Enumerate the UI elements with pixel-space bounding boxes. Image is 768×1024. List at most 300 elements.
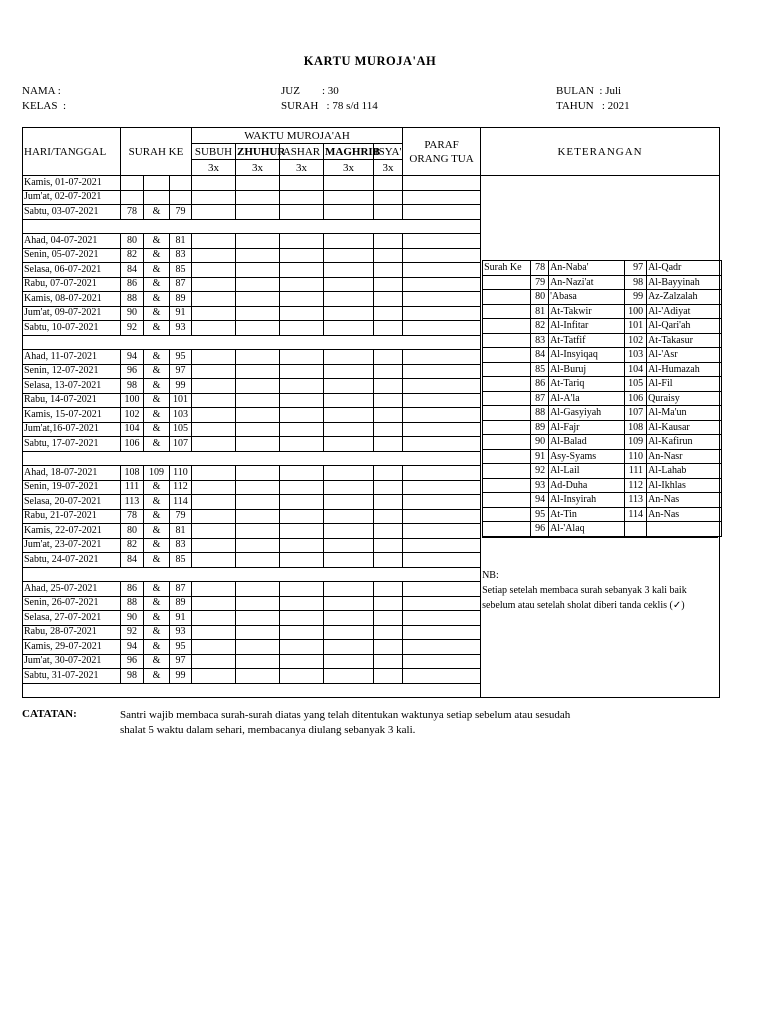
zhuhur-check-cell[interactable] [236, 422, 280, 437]
maghrib-check-cell[interactable] [324, 393, 374, 408]
surah-name: Al-Gasyiyah [549, 406, 625, 421]
paraf-check-cell[interactable] [403, 306, 481, 321]
subuh-check-cell[interactable] [192, 263, 236, 278]
surah-ke-header: SURAH KE [121, 128, 192, 176]
empty-cell [483, 435, 531, 450]
spacer-cell [23, 451, 481, 466]
surah-name: Al-Infitar [549, 319, 625, 334]
zhuhur-check-cell[interactable] [236, 654, 280, 669]
subuh-check-cell[interactable] [192, 292, 236, 307]
day-cell: Ahad, 18-07-2021 [23, 466, 121, 481]
subuh-check-cell[interactable] [192, 611, 236, 626]
ashar-check-cell[interactable] [280, 466, 324, 481]
subuh-check-cell[interactable] [192, 190, 236, 205]
zhuhur-check-cell[interactable] [236, 437, 280, 452]
maghrib-check-cell[interactable] [324, 524, 374, 539]
surah-number: 84 [531, 348, 549, 363]
surah-name: Al-Qari'ah [647, 319, 722, 334]
surah-cell-2: & [144, 538, 170, 553]
maghrib-check-cell[interactable] [324, 176, 374, 191]
paraf-check-cell[interactable] [403, 509, 481, 524]
empty-cell [483, 391, 531, 406]
maghrib-check-cell[interactable] [324, 654, 374, 669]
paraf-check-cell[interactable] [403, 611, 481, 626]
surah-cell-1: 80 [121, 524, 144, 539]
zhuhur-check-cell[interactable] [236, 364, 280, 379]
surah-number: 90 [531, 435, 549, 450]
maghrib-check-cell[interactable] [324, 234, 374, 249]
surah-name: Al-'Adiyat [647, 304, 722, 319]
zhuhur-check-cell[interactable] [236, 306, 280, 321]
surah-cell-3: 79 [170, 205, 192, 220]
surah-list-row [483, 319, 722, 334]
surah-cell-3: 79 [170, 509, 192, 524]
paraf-check-cell[interactable] [403, 393, 481, 408]
ashar-check-cell[interactable] [280, 321, 324, 336]
paraf-check-cell[interactable] [403, 640, 481, 655]
surah-cell-2: & [144, 480, 170, 495]
ashar-check-cell[interactable] [280, 495, 324, 510]
ashar-check-cell[interactable] [280, 234, 324, 249]
surah-list-row [483, 348, 722, 363]
ashar-check-cell[interactable] [280, 611, 324, 626]
isya-check-cell[interactable] [374, 596, 403, 611]
ashar-check-cell[interactable] [280, 263, 324, 278]
ashar-check-cell[interactable] [280, 509, 324, 524]
empty-cell [483, 507, 531, 522]
subuh-check-cell[interactable] [192, 321, 236, 336]
subuh-header: SUBUH [192, 144, 236, 160]
maghrib-header: MAGHRIB [325, 145, 380, 158]
surah-cell-3: 95 [170, 350, 192, 365]
isya-check-cell[interactable] [374, 422, 403, 437]
surah-list-row [483, 493, 722, 508]
catatan-line-2: shalat 5 waktu dalam sehari, membacanya diulang sebanyak 3 kali. [120, 724, 416, 736]
maghrib-check-cell[interactable] [324, 509, 374, 524]
surah-cell-3: 93 [170, 321, 192, 336]
subuh-check-cell[interactable] [192, 669, 236, 684]
zhuhur-check-cell[interactable] [236, 350, 280, 365]
isya-check-cell[interactable] [374, 190, 403, 205]
surah-cell-1: 96 [121, 364, 144, 379]
surah-cell-3: 91 [170, 611, 192, 626]
zhuhur-check-cell[interactable] [236, 248, 280, 263]
surah-number: 114 [625, 507, 647, 522]
isya-check-cell[interactable] [374, 553, 403, 568]
paraf-check-cell[interactable] [403, 190, 481, 205]
subuh-check-cell[interactable] [192, 176, 236, 191]
maghrib-check-cell[interactable] [324, 422, 374, 437]
subuh-check-cell[interactable] [192, 277, 236, 292]
day-cell: Jum'at, 09-07-2021 [23, 306, 121, 321]
zhuhur-check-cell[interactable] [236, 524, 280, 539]
ashar-check-cell[interactable] [280, 190, 324, 205]
subuh-check-cell[interactable] [192, 437, 236, 452]
isya-check-cell[interactable] [374, 524, 403, 539]
isya-check-cell[interactable] [374, 495, 403, 510]
surah-cell-3: 81 [170, 234, 192, 249]
ashar-check-cell[interactable] [280, 393, 324, 408]
day-cell: Sabtu, 24-07-2021 [23, 553, 121, 568]
surah-name: Al-Humazah [647, 362, 722, 377]
paraf-check-cell[interactable] [403, 248, 481, 263]
surah-number: 82 [531, 319, 549, 334]
zhuhur-check-cell[interactable] [236, 234, 280, 249]
paraf-check-cell[interactable] [403, 466, 481, 481]
isya-check-cell[interactable] [374, 393, 403, 408]
tahun-info: TAHUN : 2021 [556, 100, 630, 112]
paraf-check-cell[interactable] [403, 437, 481, 452]
catatan-line-1: Santri wajib membaca surah-surah diatas yang telah ditentukan waktunya setiap sebelum atau sesudah [120, 709, 571, 721]
paraf-check-cell[interactable] [403, 379, 481, 394]
surah-cell-3: 89 [170, 596, 192, 611]
maghrib-check-cell[interactable] [324, 306, 374, 321]
maghrib-check-cell[interactable] [324, 292, 374, 307]
isya-check-cell[interactable] [374, 321, 403, 336]
nama-label: NAMA : [22, 85, 61, 97]
maghrib-check-cell[interactable] [324, 248, 374, 263]
maghrib-check-cell[interactable] [324, 437, 374, 452]
surah-name: Al-Fil [647, 377, 722, 392]
surah-cell-1: 86 [121, 582, 144, 597]
ashar-check-cell[interactable] [280, 625, 324, 640]
surah-cell-2: & [144, 422, 170, 437]
surah-cell-2: & [144, 495, 170, 510]
subuh-check-cell[interactable] [192, 553, 236, 568]
ashar-check-cell[interactable] [280, 640, 324, 655]
surah-cell-3: 89 [170, 292, 192, 307]
surah-list-row [483, 478, 722, 493]
surah-number: 98 [625, 275, 647, 290]
ashar-check-cell[interactable] [280, 596, 324, 611]
ashar-check-cell[interactable] [280, 306, 324, 321]
ashar-check-cell[interactable] [280, 205, 324, 220]
surah-cell-2: & [144, 640, 170, 655]
surah-number: 103 [625, 348, 647, 363]
maghrib-check-cell[interactable] [324, 596, 374, 611]
subuh-check-cell[interactable] [192, 205, 236, 220]
maghrib-check-cell[interactable] [324, 408, 374, 423]
surah-cell-3: 99 [170, 669, 192, 684]
surah-number: 94 [531, 493, 549, 508]
ashar-header: ASHAR [280, 144, 324, 160]
empty-cell [483, 377, 531, 392]
zhuhur-check-cell[interactable] [236, 640, 280, 655]
surah-cell-1: 94 [121, 350, 144, 365]
zhuhur-check-cell[interactable] [236, 596, 280, 611]
paraf-check-cell[interactable] [403, 495, 481, 510]
surah-cell-1: 98 [121, 669, 144, 684]
paraf-check-cell[interactable] [403, 625, 481, 640]
paraf-check-cell[interactable] [403, 654, 481, 669]
maghrib-check-cell[interactable] [324, 379, 374, 394]
surah-cell-2: & [144, 553, 170, 568]
paraf-check-cell[interactable] [403, 422, 481, 437]
maghrib-check-cell[interactable] [324, 553, 374, 568]
subuh-check-cell[interactable] [192, 379, 236, 394]
surah-list-row [483, 362, 722, 377]
subuh-check-cell[interactable] [192, 654, 236, 669]
paraf-check-cell[interactable] [403, 321, 481, 336]
surah-number: 97 [625, 261, 647, 276]
empty-cell [483, 493, 531, 508]
paraf-check-cell[interactable] [403, 538, 481, 553]
subuh-check-cell[interactable] [192, 538, 236, 553]
isya-check-cell[interactable] [374, 654, 403, 669]
zhuhur-check-cell[interactable] [236, 495, 280, 510]
zhuhur-check-cell[interactable] [236, 625, 280, 640]
subuh-check-cell[interactable] [192, 364, 236, 379]
ashar-check-cell[interactable] [280, 176, 324, 191]
isya-check-cell[interactable] [374, 582, 403, 597]
empty-cell [483, 348, 531, 363]
zhuhur-check-cell[interactable] [236, 277, 280, 292]
maghrib-check-cell[interactable] [324, 321, 374, 336]
isya-check-cell[interactable] [374, 248, 403, 263]
surah-name: Al-Kafirun [647, 435, 722, 450]
ashar-check-cell[interactable] [280, 292, 324, 307]
surah-cell-1: 94 [121, 640, 144, 655]
maghrib-check-cell[interactable] [324, 640, 374, 655]
isya-check-cell[interactable] [374, 669, 403, 684]
surah-number: 104 [625, 362, 647, 377]
ashar-check-cell[interactable] [280, 248, 324, 263]
zhuhur-check-cell[interactable] [236, 408, 280, 423]
surah-cell-3 [170, 190, 192, 205]
zhuhur-check-cell[interactable] [236, 538, 280, 553]
zhuhur-check-cell[interactable] [236, 582, 280, 597]
maghrib-check-cell[interactable] [324, 190, 374, 205]
ashar-check-cell[interactable] [280, 422, 324, 437]
zhuhur-check-cell[interactable] [236, 466, 280, 481]
paraf-check-cell[interactable] [403, 524, 481, 539]
maghrib-check-cell[interactable] [324, 538, 374, 553]
surah-name: Al-Buruj [549, 362, 625, 377]
ashar-check-cell[interactable] [280, 408, 324, 423]
subuh-check-cell[interactable] [192, 234, 236, 249]
empty-cell [483, 478, 531, 493]
surah-name: At-Tin [549, 507, 625, 522]
subuh-check-cell[interactable] [192, 393, 236, 408]
isya-check-cell[interactable] [374, 364, 403, 379]
day-cell: Ahad, 11-07-2021 [23, 350, 121, 365]
surah-cell-2: & [144, 596, 170, 611]
maghrib-check-cell[interactable] [324, 350, 374, 365]
subuh-check-cell[interactable] [192, 582, 236, 597]
bulan-info: BULAN : Juli [556, 85, 622, 97]
surah-list-row [483, 435, 722, 450]
subuh-check-cell[interactable] [192, 466, 236, 481]
isya-check-cell[interactable] [374, 306, 403, 321]
subuh-check-cell[interactable] [192, 495, 236, 510]
isya-check-cell[interactable] [374, 205, 403, 220]
zhuhur-check-cell[interactable] [236, 321, 280, 336]
surah-name: Al-Ma'un [647, 406, 722, 421]
paraf-check-cell[interactable] [403, 205, 481, 220]
surah-cell-1: 90 [121, 306, 144, 321]
empty-cell [483, 406, 531, 421]
day-cell: Kamis, 08-07-2021 [23, 292, 121, 307]
day-cell: Kamis, 22-07-2021 [23, 524, 121, 539]
ashar-check-cell[interactable] [280, 379, 324, 394]
surah-cell-1: 106 [121, 437, 144, 452]
subuh-check-cell[interactable] [192, 480, 236, 495]
paraf-check-cell[interactable] [403, 277, 481, 292]
isya-check-cell[interactable] [374, 292, 403, 307]
paraf-check-cell[interactable] [403, 480, 481, 495]
zhuhur-check-cell[interactable] [236, 190, 280, 205]
surah-list-row [483, 333, 722, 348]
paraf-check-cell[interactable] [403, 176, 481, 191]
maghrib-check-cell[interactable] [324, 669, 374, 684]
paraf-check-cell[interactable] [403, 292, 481, 307]
isya-check-cell[interactable] [374, 437, 403, 452]
zhuhur-check-cell[interactable] [236, 393, 280, 408]
surah-name: Az-Zalzalah [647, 290, 722, 305]
surah-cell-1: 84 [121, 263, 144, 278]
surah-cell-1: 78 [121, 509, 144, 524]
subuh-check-cell[interactable] [192, 509, 236, 524]
zhuhur-check-cell[interactable] [236, 176, 280, 191]
surah-number: 88 [531, 406, 549, 421]
ashar-check-cell[interactable] [280, 350, 324, 365]
ashar-check-cell[interactable] [280, 582, 324, 597]
zhuhur-check-cell[interactable] [236, 611, 280, 626]
paraf-check-cell[interactable] [403, 408, 481, 423]
ashar-check-cell[interactable] [280, 654, 324, 669]
maghrib-check-cell[interactable] [324, 205, 374, 220]
subuh-check-cell[interactable] [192, 306, 236, 321]
ashar-check-cell[interactable] [280, 538, 324, 553]
maghrib-check-cell[interactable] [324, 263, 374, 278]
surah-cell-3: 97 [170, 654, 192, 669]
day-cell: Rabu, 21-07-2021 [23, 509, 121, 524]
paraf-check-cell[interactable] [403, 234, 481, 249]
zhuhur-check-cell[interactable] [236, 292, 280, 307]
zhuhur-check-cell[interactable] [236, 509, 280, 524]
isya-check-cell[interactable] [374, 263, 403, 278]
isya-check-cell[interactable] [374, 176, 403, 191]
subuh-check-cell[interactable] [192, 640, 236, 655]
ashar-check-cell[interactable] [280, 480, 324, 495]
surah-cell-1: 86 [121, 277, 144, 292]
subuh-check-cell[interactable] [192, 408, 236, 423]
day-cell: Jum'at, 30-07-2021 [23, 654, 121, 669]
maghrib-check-cell[interactable] [324, 466, 374, 481]
isya-check-cell[interactable] [374, 611, 403, 626]
isya-check-cell[interactable] [374, 277, 403, 292]
surah-cell-1: 88 [121, 596, 144, 611]
surah-cell-1: 80 [121, 234, 144, 249]
paraf-check-cell[interactable] [403, 350, 481, 365]
subuh-check-cell[interactable] [192, 596, 236, 611]
isya-check-cell[interactable] [374, 480, 403, 495]
surah-range-info: SURAH : 78 s/d 114 [281, 100, 378, 112]
orang-tua-label: ORANG TUA [409, 152, 474, 165]
paraf-check-cell[interactable] [403, 669, 481, 684]
surah-name: Al-Bayyinah [647, 275, 722, 290]
surah-list-row [483, 290, 722, 305]
zhuhur-check-cell[interactable] [236, 480, 280, 495]
surah-cell-2: & [144, 625, 170, 640]
surah-list [482, 260, 722, 537]
paraf-check-cell[interactable] [403, 263, 481, 278]
zhuhur-check-cell[interactable] [236, 263, 280, 278]
day-cell: Senin, 05-07-2021 [23, 248, 121, 263]
isya-check-cell[interactable] [374, 509, 403, 524]
maghrib-check-cell[interactable] [324, 480, 374, 495]
isya-check-cell[interactable] [374, 640, 403, 655]
maghrib-check-cell[interactable] [324, 625, 374, 640]
surah-number: 96 [531, 522, 549, 537]
ashar-check-cell[interactable] [280, 364, 324, 379]
maghrib-check-cell[interactable] [324, 611, 374, 626]
isya-check-cell[interactable] [374, 350, 403, 365]
ashar-check-cell[interactable] [280, 553, 324, 568]
maghrib-check-cell[interactable] [324, 495, 374, 510]
subuh-check-cell[interactable] [192, 350, 236, 365]
surah-cell-2: & [144, 263, 170, 278]
maghrib-check-cell[interactable] [324, 364, 374, 379]
surah-name: At-Tariq [549, 377, 625, 392]
surah-cell-1: 84 [121, 553, 144, 568]
nb-label: NB: [482, 569, 499, 581]
day-cell: Rabu, 28-07-2021 [23, 625, 121, 640]
zhuhur-check-cell[interactable] [236, 379, 280, 394]
empty-cell [483, 275, 531, 290]
ashar-check-cell[interactable] [280, 669, 324, 684]
maghrib-check-cell[interactable] [324, 582, 374, 597]
zhuhur-count: 3x [236, 160, 280, 176]
catatan-text [120, 708, 720, 738]
day-cell: Sabtu, 10-07-2021 [23, 321, 121, 336]
isya-check-cell[interactable] [374, 466, 403, 481]
surah-list-row [483, 304, 722, 319]
zhuhur-check-cell[interactable] [236, 669, 280, 684]
paraf-check-cell[interactable] [403, 553, 481, 568]
isya-check-cell[interactable] [374, 234, 403, 249]
surah-name: An-Nasr [647, 449, 722, 464]
surah-number: 93 [531, 478, 549, 493]
isya-header: ISYA' [375, 145, 402, 158]
subuh-check-cell[interactable] [192, 248, 236, 263]
ashar-check-cell[interactable] [280, 277, 324, 292]
isya-check-cell[interactable] [374, 625, 403, 640]
ashar-check-cell[interactable] [280, 524, 324, 539]
surah-name: Al-'Asr [647, 348, 722, 363]
surah-number: 111 [625, 464, 647, 479]
paraf-check-cell[interactable] [403, 364, 481, 379]
surah-cell-2: & [144, 509, 170, 524]
subuh-check-cell[interactable] [192, 422, 236, 437]
paraf-check-cell[interactable] [403, 582, 481, 597]
surah-cell-1: 82 [121, 248, 144, 263]
maghrib-check-cell[interactable] [324, 277, 374, 292]
isya-check-cell[interactable] [374, 538, 403, 553]
surah-number: 108 [625, 420, 647, 435]
isya-check-cell[interactable] [374, 379, 403, 394]
zhuhur-check-cell[interactable] [236, 553, 280, 568]
zhuhur-check-cell[interactable] [236, 205, 280, 220]
paraf-check-cell[interactable] [403, 596, 481, 611]
ashar-check-cell[interactable] [280, 437, 324, 452]
subuh-check-cell[interactable] [192, 625, 236, 640]
paraf-orang-tua-header [403, 128, 481, 176]
surah-number: 110 [625, 449, 647, 464]
empty-cell [483, 464, 531, 479]
isya-check-cell[interactable] [374, 408, 403, 423]
subuh-check-cell[interactable] [192, 524, 236, 539]
